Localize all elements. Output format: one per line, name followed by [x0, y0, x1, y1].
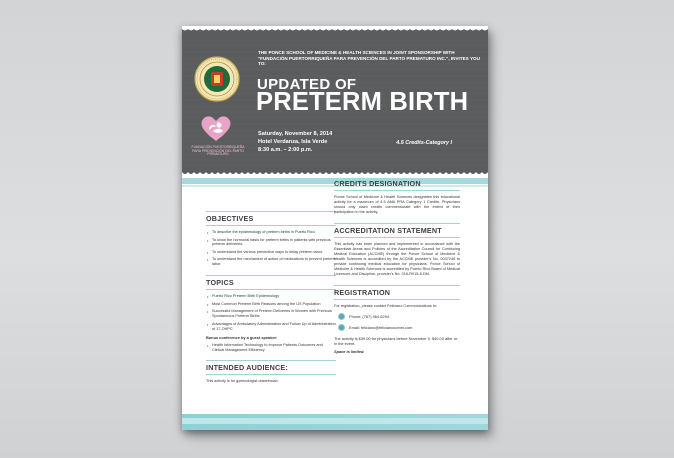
footer-band: [182, 414, 488, 430]
list-item: • Puerto Rico Preterm Birth Epidemiology: [206, 294, 336, 299]
footer-stripe: [182, 418, 488, 424]
right-column: [334, 179, 460, 357]
audience-text: This activity is for gynecologist obstetrician.: [206, 379, 279, 384]
list-item: • To understand the various preventive ways to delay preterm labor.: [206, 250, 336, 255]
email-line: [338, 324, 460, 331]
accreditation-text: This activity has been planned and implemented in accordance with the Essentials Areas and Policies of the Accreditation Council for Continuing Medical Education (ACCME) through the Ponce School of Medicine & Health Sciences is accredited by the ACCME provider's No. 0037246 to provide continuing medical education for physicians. Ponce School of Medicine & Health Sciences is accredited by Puerto Rico Board of Medical Licensure and Discipline, provider's No. 016-R015-8-DM.: [334, 242, 460, 276]
email-icon: [338, 324, 345, 331]
credits-designation-text: Ponce School of Medicine & Health Sciences designates this educational activity for a maximum of 4.5 AMA PRA Category 1 Credits. Physicians should only claim credits commensurate with the extent of their participation in the activity.: [334, 195, 460, 214]
list-item: • Health Information Technology to Improve Patients Outcomes and Clinical Management Efficiency: [206, 343, 336, 353]
list-item: • Advantages of Ambulatory Administration and Follow Up of Administration of 17-OHPC: [206, 322, 336, 332]
phone-line: [338, 313, 460, 320]
sponsor-text: THE PONCE SCHOOL OF MEDICINE & HEALTH SCIENCES IN JOINT SPONSORSHIP WITH "FUNDACIÓN PUERTORRIQUEÑA PARA PREVENCIÓN DEL PARTO PREMATURO INC.", INVITES YOU TO:: [258, 50, 480, 67]
bonus-label: Bonus conference by a guest speaker:: [206, 334, 278, 340]
bonus-list: [206, 343, 336, 353]
space-limited: Space is limited.: [334, 349, 365, 354]
audience-title: INTENDED AUDIENCE:: [206, 360, 336, 375]
accreditation-title: ACCREDITATION STATEMENT: [334, 223, 460, 238]
left-column: [206, 181, 336, 384]
list-item: • Most Common Preterm Birth Reasons among the US Population: [206, 302, 336, 307]
event-venue: Hotel Verdanza, Isla Verde: [258, 139, 328, 146]
topics-list: [206, 294, 336, 331]
list-item: • To describe the epidemiology of preterm births in Puerto Rico.: [206, 230, 336, 235]
list-item: • Successful Management of Preterm Deliveries in Women with Previous Spontaneous Preterm Births: [206, 309, 336, 319]
flyer-header: [182, 34, 488, 169]
objectives-title: OBJECTIVES: [206, 211, 336, 226]
phone-text: Phone: (787) 964-6294: [349, 314, 390, 319]
credits-designation-title: CREDITS DESIGNATION: [334, 179, 460, 191]
registration-intro: For registration, please contact Feliciano Communications to:: [334, 304, 437, 308]
objectives-list: [206, 230, 336, 267]
topics-title: TOPICS: [206, 275, 336, 290]
title-line-1: UPDATED OF: [257, 76, 357, 93]
email-text: Email: feliciano@felicianocomm.com: [349, 325, 413, 330]
flyer-document: [182, 26, 488, 430]
registration-fee: The activity is $39.00 for physicians before November 5, $40.00 after or in the event.: [334, 336, 458, 346]
heart-hands-logo: [200, 114, 232, 142]
list-item: • To know the hormonal basis for preterm births in patients with previous preterm deliveries.: [206, 238, 336, 248]
event-time: 8:30 a.m. – 2:00 p.m.: [258, 147, 313, 154]
list-item: • To understand the mechanism of action of medications to prevent preterm labor.: [206, 257, 336, 267]
registration-title: REGISTRATION: [334, 285, 460, 300]
credits-category: 4.5 Credits-Category I: [396, 140, 452, 146]
event-details: [258, 130, 332, 154]
top-wave-border: [182, 26, 488, 34]
phone-icon: [338, 313, 345, 320]
title-line-2: PRETERM BIRTH: [256, 88, 469, 116]
event-date: Saturday, November 8, 2014: [258, 131, 333, 137]
school-seal-logo: [194, 56, 240, 102]
foundation-name: FUNDACIÓN PUERTORRIQUEÑA PARA PREVENCIÓN DEL PARTO PREMATURO: [191, 145, 245, 157]
